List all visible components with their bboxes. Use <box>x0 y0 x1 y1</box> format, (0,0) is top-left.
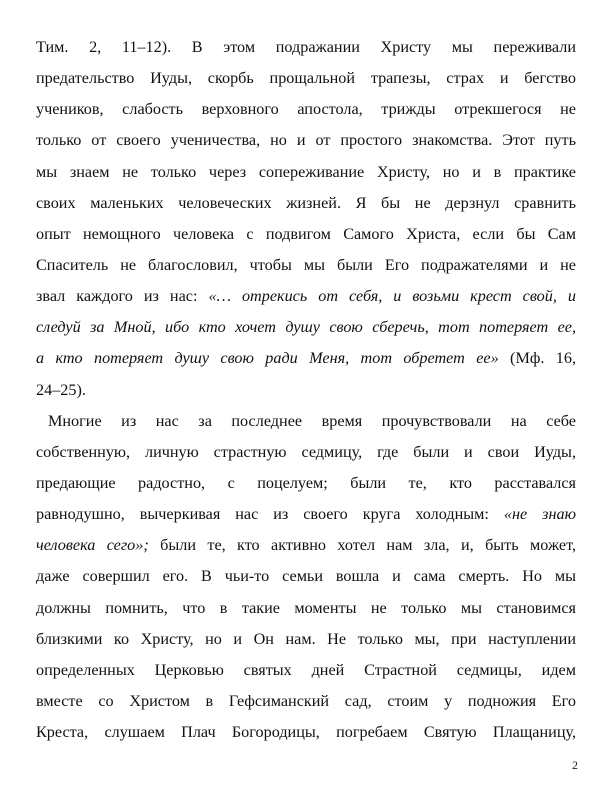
text-line: собственную, личную страстную седмицу, где были и свои Иуды, <box>36 442 576 461</box>
text-line: должны помнить, что в такие моменты не только мы становимся <box>36 598 576 617</box>
italic-quote: «… отрекись от себя, и возьми крест свой, и <box>208 287 576 306</box>
italic-quote: «не знаю <box>503 505 576 524</box>
italic-quote: следуй за Мной, ибо кто хочет душу свою сберечь, тот потеряет ее, <box>36 318 576 337</box>
text-line: определенных Церковью святых дней Страстной седмицы, идем <box>36 660 576 679</box>
text-line <box>36 313 576 344</box>
text-line: опыт немощного человека с подвигом Самого Христа, если бы Сам <box>36 224 576 243</box>
text-line: только от своего ученичества, но и от простого знакомства. Этот путь <box>36 131 576 150</box>
italic-quote: человека сего»; <box>36 536 149 555</box>
text-line: даже совершил его. В чьи-то семьи вошла и сама смерть. Но мы <box>36 567 576 586</box>
body-text <box>36 33 576 749</box>
text-line: предающие радостно, с поцелуем; были те, кто расставался <box>36 473 576 492</box>
text-line: учеников, слабость верховного апостола, трижды отрекшегося не <box>36 100 576 119</box>
italic-quote: а кто потеряет душу свою ради Меня, тот обретет ее» <box>36 349 499 368</box>
text-line: своих маленьких человеческих жизней. Я бы не дерзнул сравнить <box>36 193 576 212</box>
bible-reference: (Мф. 16, <box>498 349 576 368</box>
text-line <box>36 344 576 375</box>
text-line: Спаситель не благословил, чтобы мы были Его подражателями и не <box>36 255 576 274</box>
text-line <box>36 500 576 531</box>
text-run: равнодушно, вычеркивая нас из своего круга холодным: <box>36 505 504 524</box>
text-line: вместе со Христом в Гефсиманский сад, стоим у подножия Его <box>36 691 576 710</box>
text-line: мы знаем не только через сопереживание Христу, но и в практике <box>36 162 576 181</box>
text-line <box>36 282 576 313</box>
text-line: 24–25). <box>36 380 86 399</box>
text-line: Тим. 2, 11–12). В этом подражании Христу мы переживали <box>36 38 576 56</box>
text-line: предательство Иуды, скорбь прощальной трапезы, страх и бегство <box>36 69 576 88</box>
text-line: Креста, слушаем Плач Богородицы, погребаем Святую Плащаницу, <box>36 723 576 742</box>
text-run: звал каждого из нас: <box>36 287 209 306</box>
page-number: 2 <box>572 758 578 772</box>
text-run: были те, кто активно хотел нам зла, и, быть может, <box>148 536 576 555</box>
paragraph-start-line: Многие из нас за последнее время прочувствовали на себе <box>48 411 576 430</box>
text-line <box>36 531 576 562</box>
text-line: близкими ко Христу, но и Он нам. Не только мы, при наступлении <box>36 629 576 648</box>
